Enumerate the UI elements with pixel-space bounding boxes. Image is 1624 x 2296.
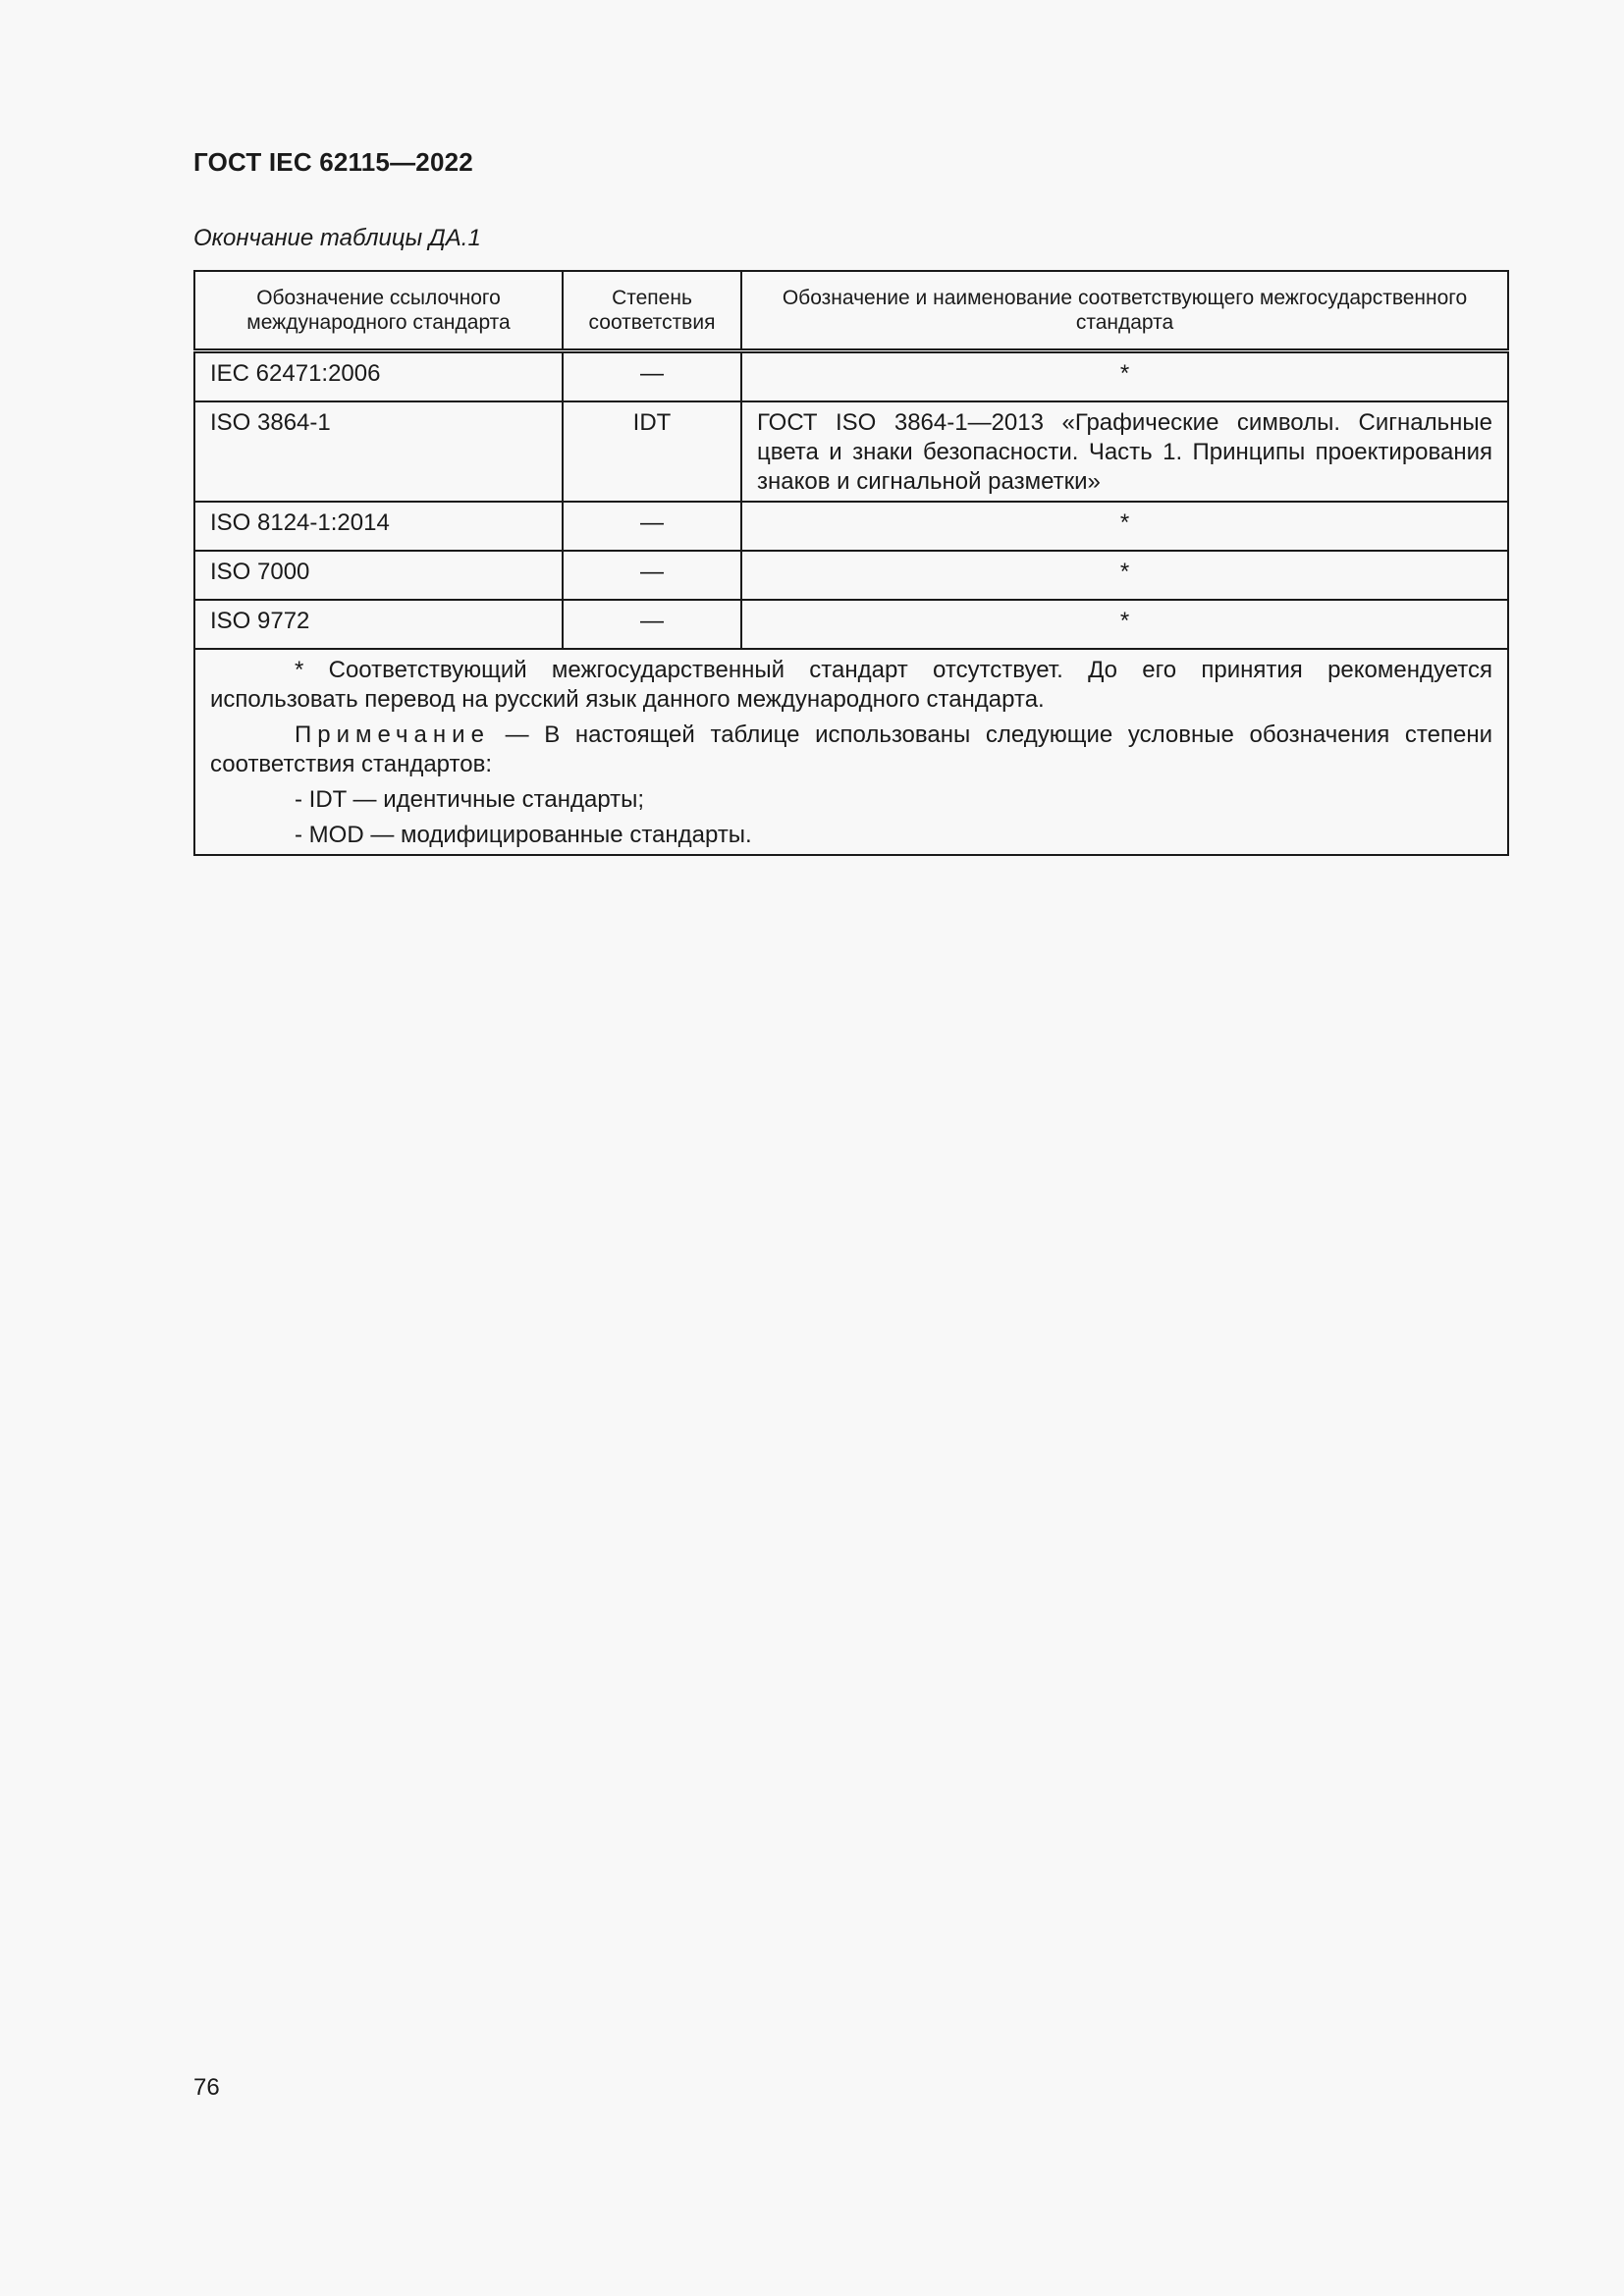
cell-national: * <box>741 551 1508 600</box>
page-number: 76 <box>193 2074 220 2101</box>
column-header-degree: Степень соответствия <box>563 271 741 351</box>
cell-degree: — <box>563 551 741 600</box>
cell-standard: ISO 9772 <box>194 600 563 649</box>
document-header: ГОСТ IEC 62115—2022 <box>193 147 473 177</box>
table-caption: Окончание таблицы ДА.1 <box>193 225 481 251</box>
cell-national: * <box>741 600 1508 649</box>
cell-degree: IDT <box>563 401 741 502</box>
table-row <box>194 351 1508 402</box>
cell-standard: ISO 8124-1:2014 <box>194 502 563 551</box>
cell-standard: IEC 62471:2006 <box>194 351 563 402</box>
cell-degree: — <box>563 502 741 551</box>
table-row <box>194 600 1508 649</box>
cell-national: * <box>741 502 1508 551</box>
column-header-standard: Обозначение ссылочного международного стандарта <box>194 271 563 351</box>
table-footnote-row <box>194 649 1508 855</box>
cell-standard: ISO 7000 <box>194 551 563 600</box>
footnote-cell <box>194 649 1508 855</box>
note-label: Примечание <box>295 721 490 748</box>
list-item: - MOD — модифицированные стандарты. <box>295 822 752 848</box>
cell-standard: ISO 3864-1 <box>194 401 563 502</box>
table-header-row <box>194 271 1508 351</box>
cell-degree: — <box>563 600 741 649</box>
note-paragraph <box>210 721 1492 779</box>
cell-national: ГОСТ ISO 3864-1—2013 «Графические символы. Сигнальные цвета и знаки безопасности. Часть 1. Принципы проектирования знаков и сигнальной разметки» <box>741 401 1508 502</box>
table-row <box>194 401 1508 502</box>
note-text: — В настоящей таблице использованы следующие условные обозначения степени соответствия стандартов: <box>210 721 1492 777</box>
list-item: - IDT — идентичные стандарты; <box>295 786 645 813</box>
footnote-text: * Соответствующий межгосударственный стандарт отсутствует. До его принятия рекомендуется использовать перевод на русский язык данного международного стандарта. <box>210 657 1492 713</box>
correspondence-table <box>193 270 1509 856</box>
cell-degree: — <box>563 351 741 402</box>
table-row <box>194 502 1508 551</box>
column-header-national: Обозначение и наименование соответствующего межгосударственного стандарта <box>741 271 1508 351</box>
cell-national: * <box>741 351 1508 402</box>
note-list <box>210 785 1492 850</box>
table-row <box>194 551 1508 600</box>
